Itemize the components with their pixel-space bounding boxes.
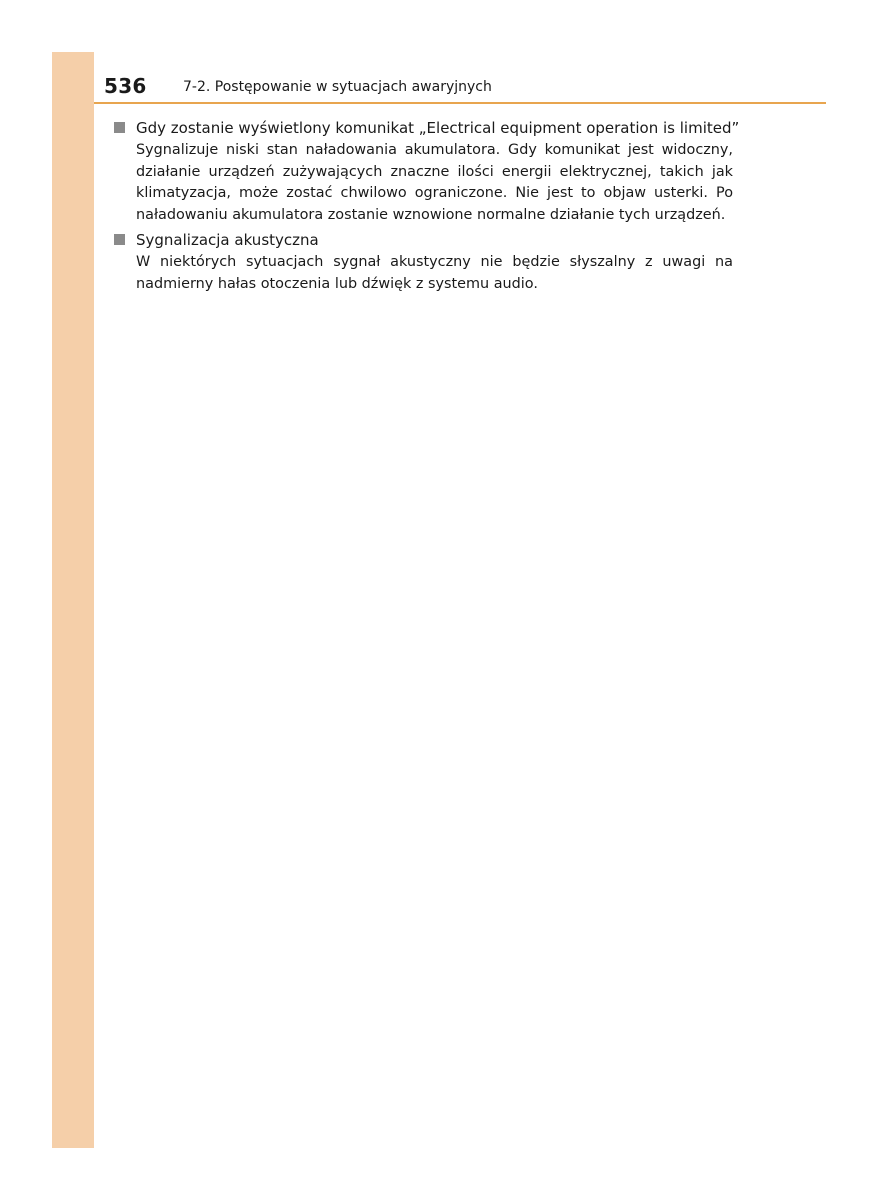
page-header bbox=[104, 73, 826, 103]
info-item bbox=[113, 229, 733, 295]
square-bullet-icon bbox=[114, 122, 125, 133]
header-divider bbox=[94, 102, 826, 104]
chapter-side-band bbox=[52, 52, 94, 1148]
item-heading-text: Sygnalizacja akustyczna bbox=[136, 231, 319, 249]
info-item bbox=[113, 117, 740, 226]
square-bullet-icon bbox=[114, 234, 125, 245]
item-body: Sygnalizuje niski stan naładowania akumulatora. Gdy komunikat jest widoczny, działanie urządzeń zużywających znaczne ilości energii elektrycznej, takich jak klimatyzacja, może zostać chwilowo ograniczone. Nie jest to objaw usterki. Po naładowaniu akumulatora zostanie wznowione normalne działanie tych urządzeń. bbox=[136, 142, 733, 223]
page-content bbox=[113, 117, 740, 298]
item-heading bbox=[113, 117, 740, 139]
item-heading-text: Gdy zostanie wyświetlony komunikat „Electrical equipment operation is limited” bbox=[136, 119, 740, 137]
item-body: W niektórych sytuacjach sygnał akustyczny nie będzie słyszalny z uwagi na nadmierny hałas otoczenia lub dźwięk z systemu audio. bbox=[136, 254, 733, 292]
page-number: 536 bbox=[104, 74, 147, 98]
section-title: 7-2. Postępowanie w sytuacjach awaryjnych bbox=[183, 79, 492, 95]
item-heading bbox=[113, 229, 733, 251]
